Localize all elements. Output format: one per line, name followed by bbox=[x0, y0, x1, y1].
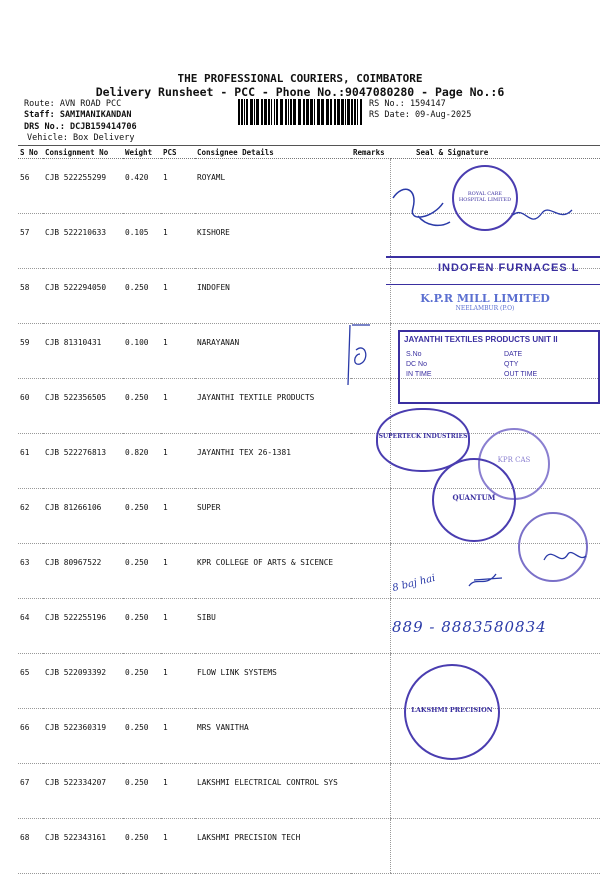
royal-hospital-seal bbox=[452, 165, 518, 231]
cell-consignee: KPR COLLEGE OF ARTS & SICENCE bbox=[195, 544, 351, 599]
barcode-bar bbox=[256, 99, 259, 125]
cell-consignee: LAKSHMI ELECTRICAL CONTROL SYS bbox=[195, 764, 351, 819]
kpr-cas-text: KPR CAS bbox=[497, 456, 531, 464]
lakshmi-seal-text: LAKSHMI PRECISION bbox=[411, 706, 493, 714]
cell-cno: CJB 522356505 bbox=[43, 379, 123, 434]
cell-cno: CJB 522255299 bbox=[43, 159, 123, 214]
col-pcs: PCS bbox=[161, 146, 195, 159]
cell-remarks bbox=[351, 764, 390, 819]
cell-weight: 0.250 bbox=[123, 489, 161, 544]
cell-sno: 66 bbox=[18, 709, 43, 764]
table-header-row bbox=[18, 146, 600, 159]
barcode bbox=[238, 99, 364, 125]
table-row bbox=[18, 819, 600, 874]
jayanthi-in: IN TIME bbox=[406, 371, 432, 378]
cell-pcs: 1 bbox=[161, 654, 195, 709]
cell-sno: 62 bbox=[18, 489, 43, 544]
cell-pcs: 1 bbox=[161, 159, 195, 214]
cell-sno: 61 bbox=[18, 434, 43, 489]
barcode-bar bbox=[268, 99, 270, 125]
kpr-mill-text: K.P.R MILL LIMITED bbox=[420, 292, 550, 305]
cell-cno: CJB 81310431 bbox=[43, 324, 123, 379]
indofen-stamp-text: INDOFEN FURNACES L bbox=[438, 262, 580, 274]
barcode-bar bbox=[314, 99, 315, 125]
cell-pcs: 1 bbox=[161, 489, 195, 544]
cell-remarks bbox=[351, 709, 390, 764]
cell-cno: CJB 522093392 bbox=[43, 654, 123, 709]
cell-pcs: 1 bbox=[161, 324, 195, 379]
barcode-bar bbox=[244, 99, 245, 125]
cell-cno: CJB 522360319 bbox=[43, 709, 123, 764]
cell-sno: 65 bbox=[18, 654, 43, 709]
cell-sno: 67 bbox=[18, 764, 43, 819]
table-row bbox=[18, 544, 600, 599]
cell-weight: 0.250 bbox=[123, 709, 161, 764]
barcode-bar bbox=[337, 99, 340, 125]
cell-consignee: NARAYANAN bbox=[195, 324, 351, 379]
cell-weight: 0.250 bbox=[123, 819, 161, 874]
barcode-bar bbox=[354, 99, 356, 125]
cell-weight: 0.250 bbox=[123, 379, 161, 434]
cell-cno: CJB 522294050 bbox=[43, 269, 123, 324]
barcode-bar bbox=[317, 99, 320, 125]
royal-seal-text: ROYAL CARE HOSPITAL LIMITED bbox=[458, 191, 512, 203]
barcode-bar bbox=[293, 99, 296, 125]
scribble-66 bbox=[466, 568, 506, 592]
cell-pcs: 1 bbox=[161, 434, 195, 489]
cell-weight: 0.820 bbox=[123, 434, 161, 489]
barcode-bar bbox=[261, 99, 263, 125]
barcode-bar bbox=[347, 99, 350, 125]
barcode-bar bbox=[288, 99, 289, 125]
table-row bbox=[18, 764, 600, 819]
barcode-bar bbox=[290, 99, 292, 125]
barcode-bar bbox=[264, 99, 267, 125]
cell-remarks bbox=[351, 214, 390, 269]
barcode-bar bbox=[345, 99, 346, 125]
lakshmi-seal bbox=[404, 664, 500, 760]
cell-pcs: 1 bbox=[161, 599, 195, 654]
barcode-bar bbox=[246, 99, 248, 125]
cell-consignee: LAKSHMI PRECISION TECH bbox=[195, 819, 351, 874]
cell-remarks bbox=[351, 159, 390, 214]
col-weight: Weight bbox=[123, 146, 161, 159]
col-seal-signature: Seal & Signature bbox=[390, 146, 600, 159]
jayanthi-date: DATE bbox=[504, 351, 523, 358]
cell-cno: CJB 522255196 bbox=[43, 599, 123, 654]
cell-sno: 57 bbox=[18, 214, 43, 269]
barcode-bar bbox=[330, 99, 332, 125]
company-title: THE PROFESSIONAL COURIERS, COIMBATORE bbox=[177, 72, 423, 85]
cell-consignee: FLOW LINK SYSTEMS bbox=[195, 654, 351, 709]
barcode-bar bbox=[341, 99, 344, 125]
cell-pcs: 1 bbox=[161, 269, 195, 324]
cell-sno: 59 bbox=[18, 324, 43, 379]
cell-cno: CJB 81266106 bbox=[43, 489, 123, 544]
cell-sno: 58 bbox=[18, 269, 43, 324]
jayanthi-sno: S.No bbox=[406, 351, 422, 358]
rs-number: RS No.: 1594147 bbox=[369, 99, 446, 109]
cell-weight: 0.250 bbox=[123, 544, 161, 599]
cell-remarks bbox=[351, 544, 390, 599]
cell-weight: 0.250 bbox=[123, 654, 161, 709]
cell-consignee: SIBU bbox=[195, 599, 351, 654]
jayanthi-qty: QTY bbox=[504, 361, 519, 368]
col-remarks: Remarks bbox=[351, 146, 390, 159]
barcode-bar bbox=[238, 99, 240, 125]
cell-pcs: 1 bbox=[161, 764, 195, 819]
barcode-bar bbox=[310, 99, 313, 125]
cell-consignee: JAYANTHI TEXTILE PRODUCTS bbox=[195, 379, 351, 434]
barcode-bar bbox=[351, 99, 353, 125]
barcode-bar bbox=[303, 99, 305, 125]
barcode-bar bbox=[271, 99, 272, 125]
barcode-bar bbox=[276, 99, 278, 125]
barcode-bar bbox=[360, 99, 362, 125]
jayanthi-stamp bbox=[398, 330, 600, 404]
cell-sno: 60 bbox=[18, 379, 43, 434]
route-label: Route: AVN ROAD PCC bbox=[24, 99, 122, 109]
cell-weight: 0.250 bbox=[123, 269, 161, 324]
cell-sno: 63 bbox=[18, 544, 43, 599]
cell-weight: 0.250 bbox=[123, 764, 161, 819]
cell-remarks bbox=[351, 269, 390, 324]
cell-pcs: 1 bbox=[161, 214, 195, 269]
cell-cno: CJB 522276813 bbox=[43, 434, 123, 489]
staff-label: Staff: SAMIMANIKANDAN bbox=[24, 110, 132, 120]
rs-date: RS Date: 09-Aug-2025 bbox=[369, 110, 472, 120]
barcode-bar bbox=[250, 99, 253, 125]
kpr-mill-place: NEELAMBUR (P.O) bbox=[455, 305, 515, 312]
handwritten-phone-67: 889 - 8883580834 bbox=[392, 618, 547, 636]
cell-pcs: 1 bbox=[161, 709, 195, 764]
cell-weight: 0.105 bbox=[123, 214, 161, 269]
barcode-bar bbox=[254, 99, 255, 125]
cell-consignee: MRS VANITHA bbox=[195, 709, 351, 764]
jayanthi-out: OUT TIME bbox=[504, 371, 538, 378]
cell-remarks bbox=[351, 599, 390, 654]
barcode-bar bbox=[280, 99, 283, 125]
barcode-bar bbox=[306, 99, 309, 125]
cell-seal-signature bbox=[390, 819, 600, 874]
cell-cno: CJB 522343161 bbox=[43, 819, 123, 874]
quantum-seal-text: QUANTUM bbox=[452, 493, 496, 502]
barcode-bar bbox=[357, 99, 358, 125]
cell-weight: 0.100 bbox=[123, 324, 161, 379]
signature-57 bbox=[510, 195, 580, 235]
cell-consignee: ROYAML bbox=[195, 159, 351, 214]
drs-number: DRS No.: DCJB159414706 bbox=[24, 122, 137, 132]
kpr-mill-stamp bbox=[410, 292, 560, 312]
signature-56 bbox=[388, 178, 458, 238]
col-consignee: Consignee Details bbox=[195, 146, 351, 159]
cell-consignee: JAYANTHI TEX 26-1381 bbox=[195, 434, 351, 489]
handwritten-note-66: 8 baj hai bbox=[391, 572, 437, 595]
quantum-seal bbox=[432, 458, 516, 542]
cell-remarks bbox=[351, 654, 390, 709]
cell-pcs: 1 bbox=[161, 819, 195, 874]
barcode-bar bbox=[274, 99, 275, 125]
barcode-bar bbox=[321, 99, 324, 125]
barcode-bar bbox=[285, 99, 287, 125]
cell-seal-signature bbox=[390, 764, 600, 819]
cell-remarks bbox=[351, 489, 390, 544]
jayanthi-stamp-text: JAYANTHI TEXTILES PRODUCTS UNIT II bbox=[404, 335, 558, 344]
jayanthi-dcno: DC No bbox=[406, 361, 428, 368]
cell-remarks bbox=[351, 819, 390, 874]
cell-consignee: SUPER bbox=[195, 489, 351, 544]
bracket-mark-60-61 bbox=[330, 320, 390, 390]
barcode-bar bbox=[241, 99, 243, 125]
barcode-bar bbox=[334, 99, 336, 125]
barcode-bar bbox=[326, 99, 329, 125]
col-sno: S No bbox=[18, 146, 43, 159]
barcode-bar bbox=[298, 99, 301, 125]
indofen-stamp bbox=[386, 256, 600, 285]
cell-cno: CJB 522210633 bbox=[43, 214, 123, 269]
cell-pcs: 1 bbox=[161, 379, 195, 434]
cell-sno: 56 bbox=[18, 159, 43, 214]
cell-cno: CJB 522334207 bbox=[43, 764, 123, 819]
superteck-seal-text: SUPERTECK INDUSTRIES bbox=[378, 433, 468, 440]
cell-weight: 0.250 bbox=[123, 599, 161, 654]
cell-consignee: INDOFEN bbox=[195, 269, 351, 324]
vehicle-label: Vehicle: Box Delivery bbox=[27, 133, 135, 143]
col-consignment: Consignment No bbox=[43, 146, 123, 159]
table-row bbox=[18, 654, 600, 709]
cell-pcs: 1 bbox=[161, 544, 195, 599]
cell-sno: 68 bbox=[18, 819, 43, 874]
table-row bbox=[18, 709, 600, 764]
cell-consignee: KISHORE bbox=[195, 214, 351, 269]
cell-weight: 0.420 bbox=[123, 159, 161, 214]
cell-cno: CJB 80967522 bbox=[43, 544, 123, 599]
signature-65 bbox=[540, 540, 590, 570]
runsheet-subtitle: Delivery Runsheet - PCC - Phone No.:9047080280 - Page No.:6 bbox=[95, 85, 505, 99]
cell-sno: 64 bbox=[18, 599, 43, 654]
